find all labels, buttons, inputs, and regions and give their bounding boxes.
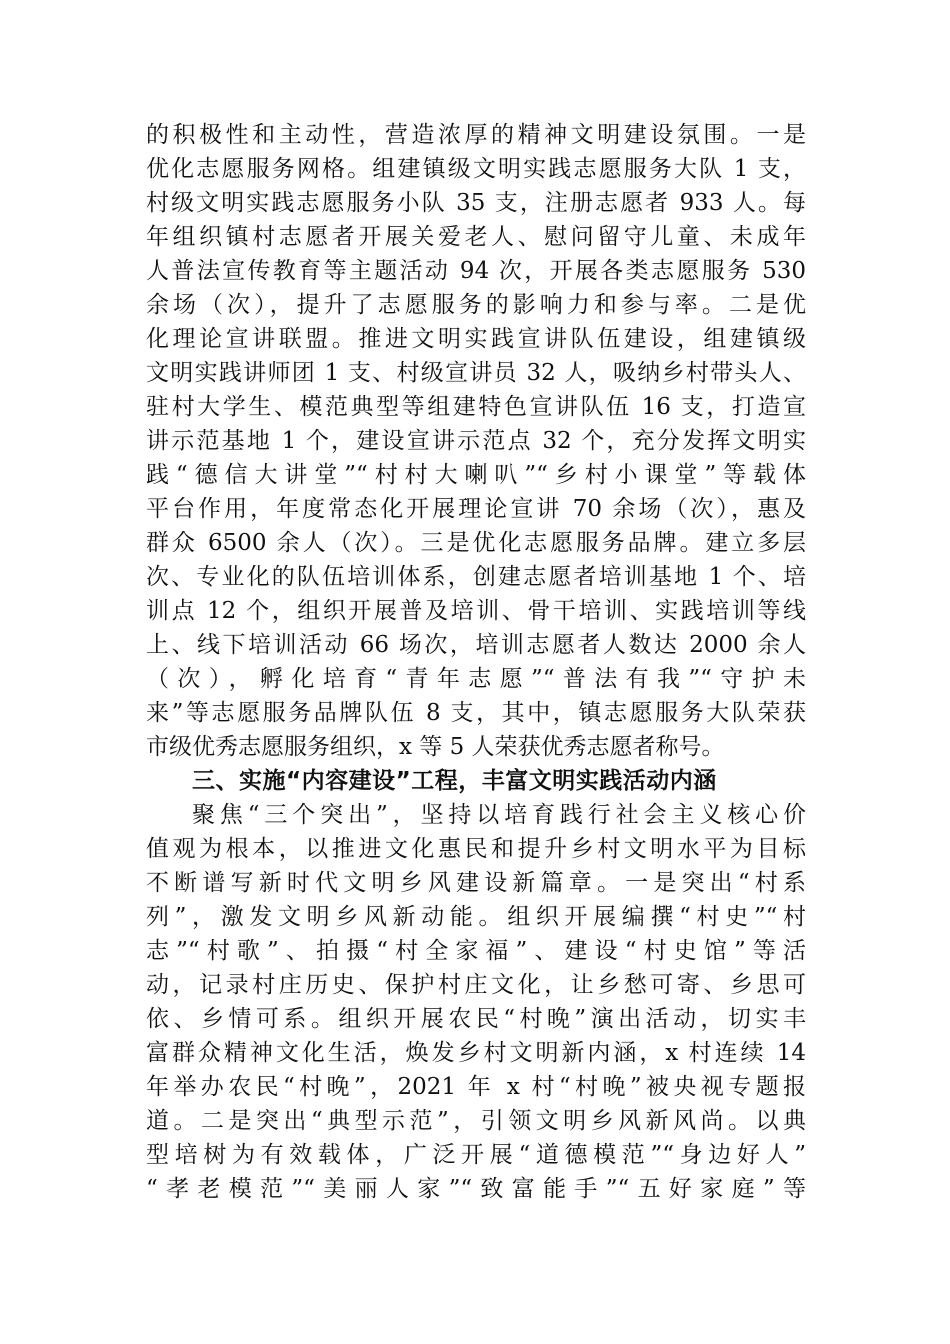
text-line: 平台作用，年度常态化开展理论宣讲 70 余场（次），惠及 <box>146 496 806 522</box>
text-line: 不断谱写新时代文明乡风建设新篇章。一是突出“村系 <box>146 870 806 896</box>
text-line: 值观为根本，以推进文化惠民和提升乡村文明水平为目标 <box>146 836 806 862</box>
text-line: 文明实践讲师团 1 支、村级宣讲员 32 人，吸纳乡村带头人、 <box>146 360 806 386</box>
text-line: 年组织镇村志愿者开展关爱老人、慰问留守儿童、未成年 <box>146 224 806 250</box>
text-line: 聚焦“三个突出”，坚持以培育践行社会主义核心价 <box>192 802 806 828</box>
text-line: 优化志愿服务网格。组建镇级文明实践志愿服务大队 1 支， <box>146 156 806 182</box>
text-line: 列”，激发文明乡风新动能。组织开展编撰“村史”“村 <box>146 904 806 930</box>
text-line: 村级文明实践志愿服务小队 35 支，注册志愿者 933 人。每 <box>146 190 806 216</box>
text-line: 志”“村歌”、拍摄“村全家福”、建设“村史馆”等活 <box>146 938 806 964</box>
text-line: 化理论宣讲联盟。推进文明实践宣讲队伍建设，组建镇级 <box>146 326 806 352</box>
text-line: 依、乡情可系。组织开展农民“村晚”演出活动，切实丰 <box>146 1006 806 1032</box>
text-line: 动，记录村庄历史、保护村庄文化，让乡愁可寄、乡思可 <box>146 972 806 998</box>
document-page <box>146 118 806 1206</box>
text-line: 市级优秀志愿服务组织，x 等 5 人荣获优秀志愿者称号。 <box>146 734 725 760</box>
text-line: （次），孵化培育“青年志愿”“普法有我”“守护未 <box>146 666 806 692</box>
text-line: 训点 12 个，组织开展普及培训、骨干培训、实践培训等线 <box>146 598 806 624</box>
text-line: “孝老模范”“美丽人家”“致富能手”“五好家庭”等 <box>146 1176 806 1202</box>
paragraph-volunteer-service <box>146 118 806 764</box>
text-line: 群众 6500 余人（次）。三是优化志愿服务品牌。建立多层 <box>146 530 806 556</box>
text-line: 型培树为有效载体，广泛开展“道德模范”“身边好人” <box>146 1142 806 1168</box>
text-line: 上、线下培训活动 66 场次，培训志愿者人数达 2000 余人 <box>146 632 806 658</box>
text-line: 道。二是突出“典型示范”，引领文明乡风新风尚。以典 <box>146 1108 806 1134</box>
text-line: 次、专业化的队伍培训体系，创建志愿者培训基地 1 个、培 <box>146 564 806 590</box>
text-line: 余场（次），提升了志愿服务的影响力和参与率。二是优 <box>146 292 806 318</box>
section-heading: 三、实施“内容建设”工程，丰富文明实践活动内涵 <box>192 768 717 794</box>
text-line: 的积极性和主动性，营造浓厚的精神文明建设氛围。一是 <box>146 122 806 148</box>
text-line: 践“德信大讲堂”“村村大喇叭”“乡村小课堂”等载体 <box>146 462 806 488</box>
section-content-building <box>146 764 806 1206</box>
text-line: 驻村大学生、模范典型等组建特色宣讲队伍 16 支，打造宣 <box>146 394 806 420</box>
text-line: 讲示范基地 1 个，建设宣讲示范点 32 个，充分发挥文明实 <box>146 428 806 454</box>
text-line: 富群众精神文化生活，焕发乡村文明新内涵，x 村连续 14 <box>146 1040 806 1066</box>
text-line: 来”等志愿服务品牌队伍 8 支，其中，镇志愿服务大队荣获 <box>146 700 806 726</box>
text-line: 年举办农民“村晚”，2021 年 x 村“村晚”被央视专题报 <box>146 1074 806 1100</box>
text-line: 人普法宣传教育等主题活动 94 次，开展各类志愿服务 530 <box>146 258 806 284</box>
